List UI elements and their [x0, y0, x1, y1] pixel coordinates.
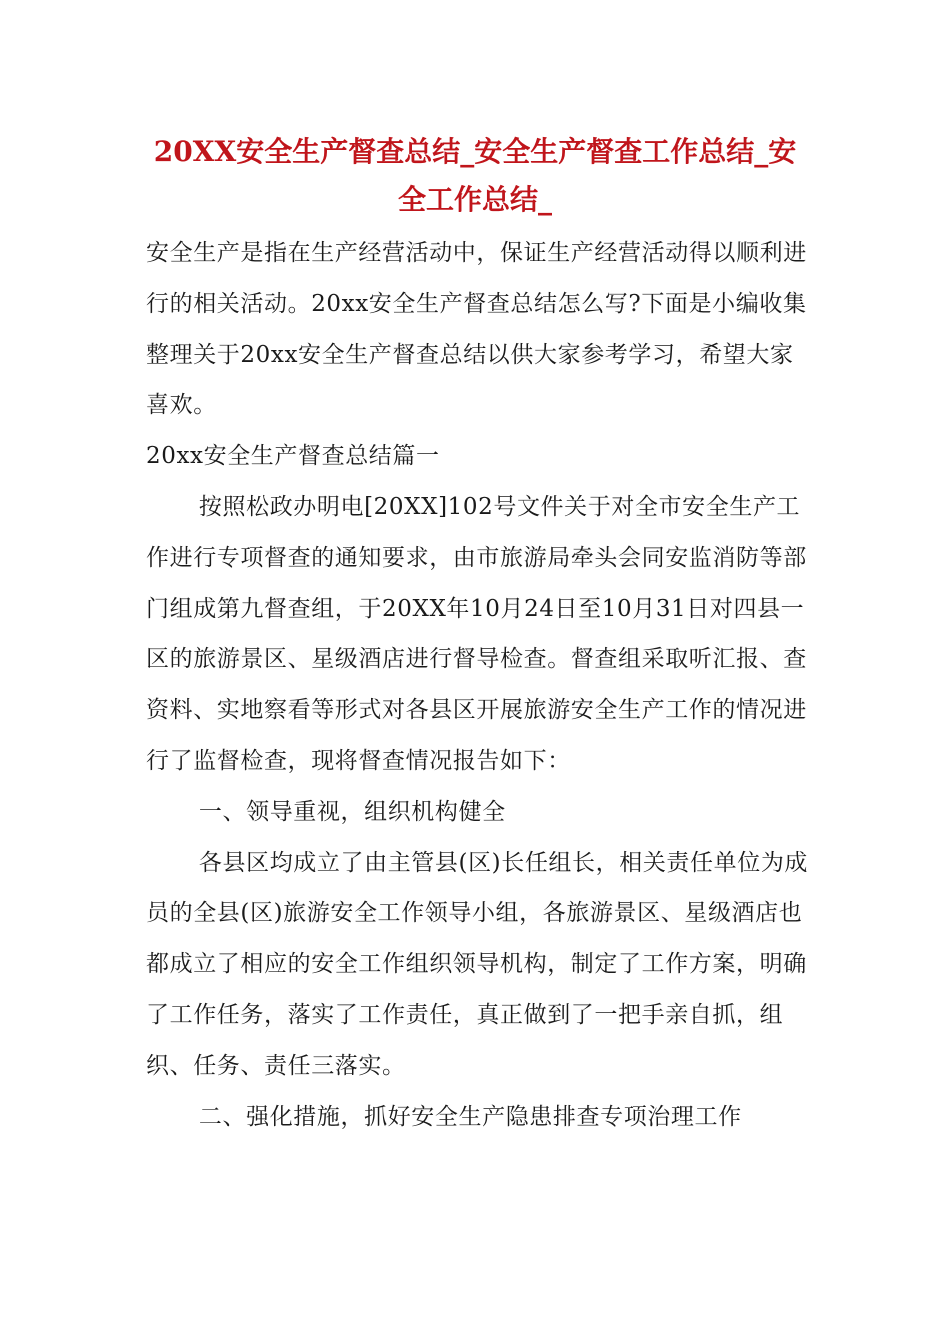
body-paragraph: 按照松政办明电[20XX]102号文件关于对全市安全生产工作进行专项督查的通知要求，由市旅游局牵头会同安监消防等部门组成第九督查组，于20XX年10月24日至10月31日对四县一区的旅游景区、星级酒店进行督导检查。督查组采取听汇报、查资料、实地察看等形式对各县区开展旅游安全生产工作的情况进行了监督检查，现将督查情况报告如下： [146, 493, 807, 774]
intro-paragraph: 安全生产是指在生产经营活动中，保证生产经营活动得以顺利进行的相关活动。20xx安全生产督查总结怎么写?下面是小编收集整理关于20xx安全生产督查总结以供大家参考学习，希望大家喜欢。 [146, 240, 807, 419]
subsection-heading: 一、领导重视，组织机构健全 [198, 798, 506, 825]
section-heading: 20xx安全生产督查总结篇一 [146, 443, 440, 470]
subsection-heading: 二、强化措施，抓好安全生产隐患排查专项治理工作 [198, 1103, 742, 1130]
document-body [146, 228, 810, 1142]
body-paragraph: 各县区均成立了由主管县(区)长任组长，相关责任单位为成员的全县(区)旅游安全工作领导小组，各旅游景区、星级酒店也都成立了相应的安全工作组织领导机构，制定了工作方案，明确了工作任务，落实了工作责任，真正做到了一把手亲自抓，组织、任务、责任三落实。 [146, 849, 809, 1079]
document-title: 20XX安全生产督查总结_安全生产督查工作总结_安全工作总结_ [153, 135, 797, 216]
